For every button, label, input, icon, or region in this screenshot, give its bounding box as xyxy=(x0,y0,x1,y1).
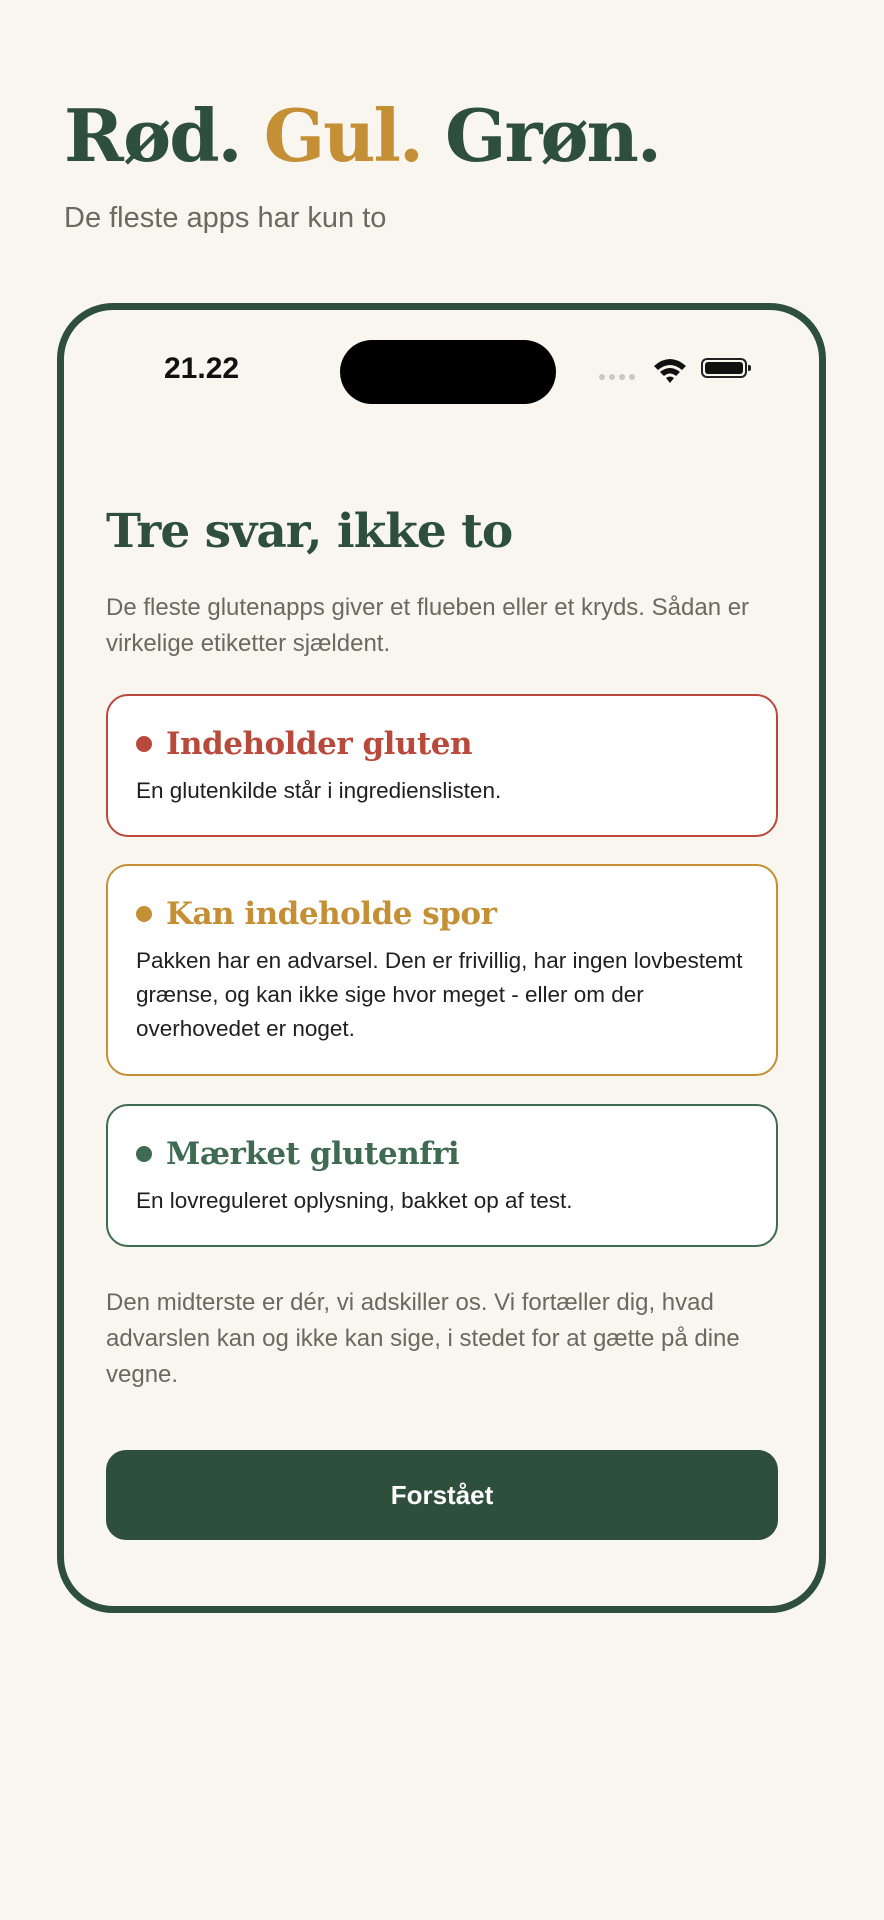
hero-title-yellow: Gul. xyxy=(263,93,422,178)
hero-title xyxy=(64,93,660,178)
wifi-icon xyxy=(652,356,688,384)
hero-title-green: Grøn. xyxy=(445,93,660,178)
intro-text: De fleste glutenapps giver et flueben eller et kryds. Sådan er virkelige etiketter sjældent. xyxy=(106,594,750,657)
screen-title: Tre svar, ikke to xyxy=(106,504,513,559)
card-title: Indeholder gluten xyxy=(166,726,473,762)
hero-subtitle: De fleste apps har kun to xyxy=(64,202,387,234)
status-time: 21.22 xyxy=(164,352,240,385)
yellow-dot-icon xyxy=(136,906,152,922)
card-description: En glutenkilde står i ingredienslisten. xyxy=(136,778,502,803)
card-title: Mærket glutenfri xyxy=(166,1136,460,1172)
battery-icon xyxy=(701,358,747,378)
hero-title-red: Rød. xyxy=(64,93,241,178)
status-card-may-contain-traces xyxy=(106,864,778,1076)
status-card-gluten-free xyxy=(106,1104,778,1247)
card-description: Pakken har en advarsel. Den er frivillig, har ingen lovbestemt grænse, og kan ikke sige hvor meget - eller om der overhovedet er noget. xyxy=(136,948,743,1041)
green-dot-icon xyxy=(136,1146,152,1162)
understood-button[interactable]: Forstået xyxy=(106,1450,778,1540)
card-title: Kan indeholde spor xyxy=(166,896,497,932)
outro-text: Den midterste er dér, vi adskiller os. Vi fortæller dig, hvad advarslen kan og ikke kan sige, i stedet for at gætte på dine vegne. xyxy=(106,1289,740,1388)
phone-frame xyxy=(57,303,826,1613)
red-dot-icon xyxy=(136,736,152,752)
card-description: En lovreguleret oplysning, bakket op af test. xyxy=(136,1188,573,1213)
status-card-contains-gluten xyxy=(106,694,778,837)
cellular-signal-icon xyxy=(599,374,635,380)
dynamic-island xyxy=(340,340,556,404)
